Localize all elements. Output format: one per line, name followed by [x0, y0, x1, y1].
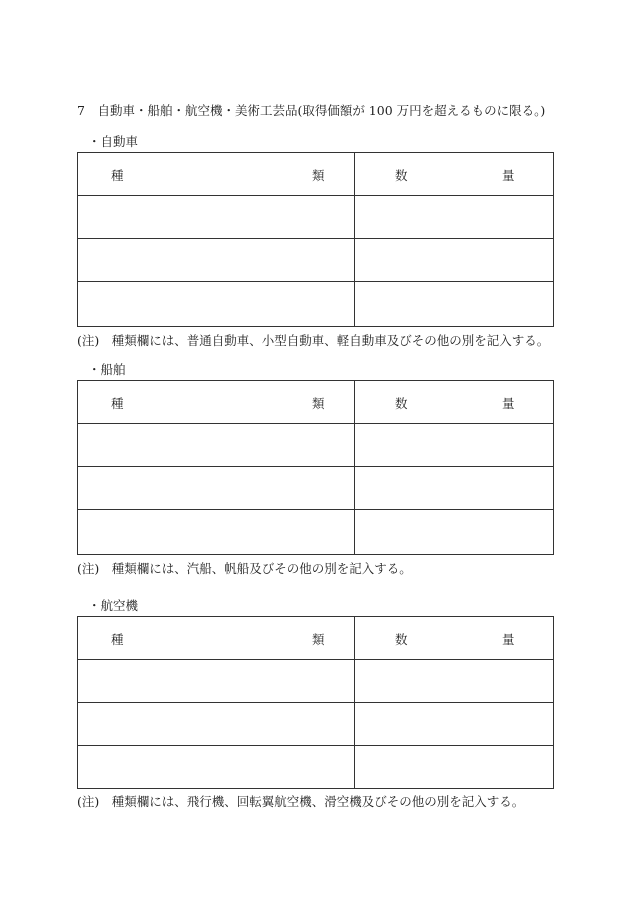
- quantity-cell[interactable]: [355, 424, 554, 467]
- type-cell[interactable]: [78, 703, 355, 746]
- table-row: [78, 239, 554, 282]
- table-row: [78, 282, 554, 327]
- quantity-header: 数 量: [355, 153, 554, 196]
- quantity-cell[interactable]: [355, 196, 554, 239]
- vehicle-label: ・自動車: [88, 134, 139, 149]
- type-header: 種 類: [78, 153, 355, 196]
- table-row: [78, 510, 554, 555]
- quantity-cell[interactable]: [355, 239, 554, 282]
- type-cell[interactable]: [78, 510, 355, 555]
- type-header: 種 類: [78, 381, 355, 424]
- aircraft-table: [77, 616, 554, 789]
- type-cell[interactable]: [78, 746, 355, 789]
- table-row: [78, 467, 554, 510]
- type-cell[interactable]: [78, 424, 355, 467]
- quantity-cell[interactable]: [355, 282, 554, 327]
- type-cell[interactable]: [78, 660, 355, 703]
- table-row: [78, 196, 554, 239]
- quantity-cell[interactable]: [355, 467, 554, 510]
- ship-table: [77, 380, 554, 555]
- table-header-row: [78, 617, 554, 660]
- quantity-cell[interactable]: [355, 510, 554, 555]
- aircraft-note: (注) 種類欄には、飛行機、回転翼航空機、滑空機及びその他の別を記入する。: [77, 794, 525, 809]
- table-row: [78, 703, 554, 746]
- table-header-row: [78, 153, 554, 196]
- section-title: 7 自動車・船舶・航空機・美術工芸品(取得価額が 100 万円を超えるものに限る。): [77, 103, 546, 118]
- type-header: 種 類: [78, 617, 355, 660]
- vehicle-table: [77, 152, 554, 327]
- table-row: [78, 660, 554, 703]
- table-header-row: [78, 381, 554, 424]
- vehicle-note: (注) 種類欄には、普通自動車、小型自動車、軽自動車及びその他の別を記入する。: [77, 333, 550, 348]
- quantity-cell[interactable]: [355, 746, 554, 789]
- quantity-cell[interactable]: [355, 703, 554, 746]
- quantity-cell[interactable]: [355, 660, 554, 703]
- type-cell[interactable]: [78, 239, 355, 282]
- quantity-header: 数 量: [355, 617, 554, 660]
- type-cell[interactable]: [78, 196, 355, 239]
- type-cell[interactable]: [78, 467, 355, 510]
- type-cell[interactable]: [78, 282, 355, 327]
- table-row: [78, 424, 554, 467]
- table-row: [78, 746, 554, 789]
- aircraft-label: ・航空機: [88, 598, 139, 613]
- ship-label: ・船舶: [88, 362, 126, 377]
- quantity-header: 数 量: [355, 381, 554, 424]
- ship-note: (注) 種類欄には、汽船、帆船及びその他の別を記入する。: [77, 561, 412, 576]
